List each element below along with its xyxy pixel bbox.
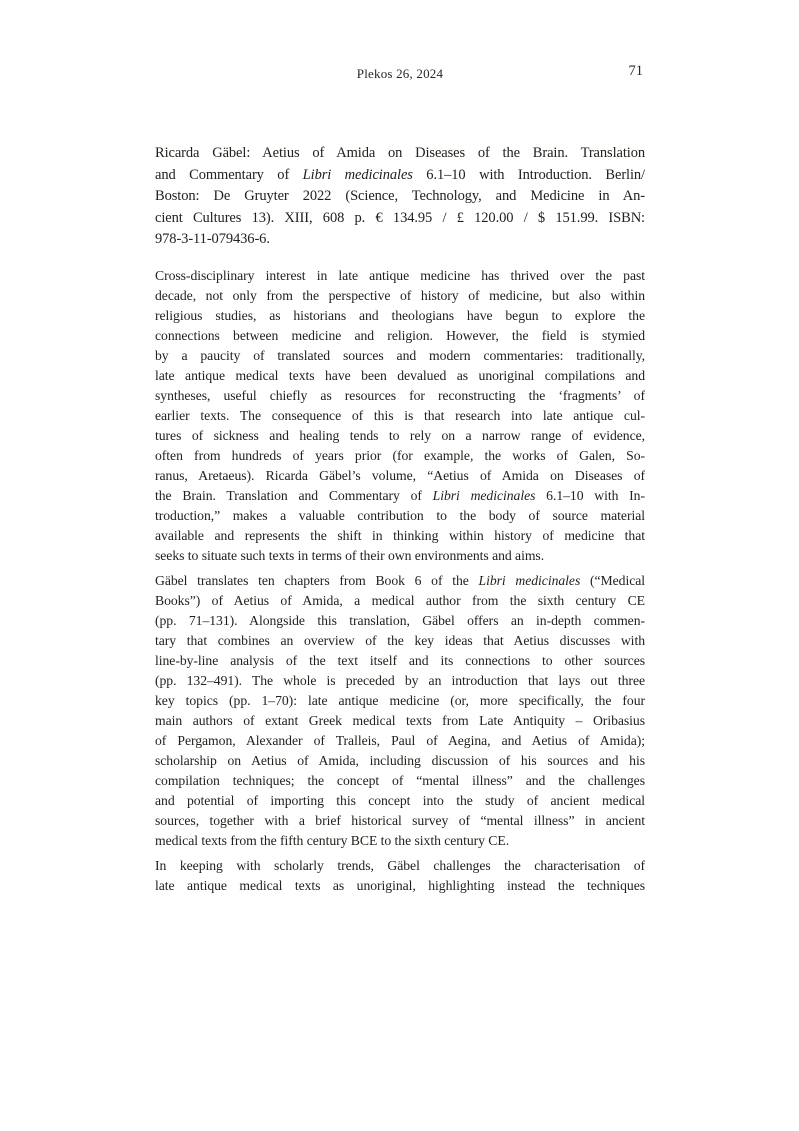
text-line xyxy=(155,468,645,488)
text-line xyxy=(155,268,645,288)
italic-text-segment: Libri medicinales xyxy=(432,487,536,503)
review-paragraph-1 xyxy=(155,268,645,568)
text-segment: seeks to situate such texts in terms of their own environments and aims. xyxy=(155,547,545,563)
text-segment: often from hundreds of years prior (for example, the works of Galen, So- xyxy=(155,447,645,463)
text-line xyxy=(155,878,645,898)
text-segment: earlier texts. The consequence of this is that research into late antique cul- xyxy=(155,407,645,423)
text-segment: troduction,” makes a valuable contribution to the body of source material xyxy=(155,507,645,523)
text-line xyxy=(155,508,645,528)
text-line xyxy=(155,328,645,348)
text-line xyxy=(155,388,645,408)
text-line xyxy=(155,308,645,328)
review-paragraph-3 xyxy=(155,858,645,898)
text-line xyxy=(155,653,645,673)
text-line xyxy=(155,833,645,853)
text-segment: the Brain. Translation and Commentary of xyxy=(155,487,433,503)
running-head: Plekos 26, 2024 xyxy=(356,66,444,81)
text-segment: tures of sickness and healing tends to rely on a narrow range of evidence, xyxy=(155,427,645,443)
text-segment: connections between medicine and religion. However, the field is stymied xyxy=(155,327,645,343)
text-segment: key topics (pp. 1–70): late antique medicine (or, more specifically, the four xyxy=(155,692,645,708)
text-line xyxy=(155,145,645,167)
text-segment: cient Cultures 13). XIII, 608 p. € 134.95 / £ 120.00 / $ 151.99. ISBN: xyxy=(155,209,645,226)
text-segment: decade, not only from the perspective of history of medicine, but also within xyxy=(155,287,645,303)
text-segment: syntheses, useful chiefly as resources for reconstructing the ‘fragments’ of xyxy=(155,387,645,403)
text-line xyxy=(155,488,645,508)
text-segment: (“Medical xyxy=(580,572,645,588)
page-number: 71 xyxy=(628,63,643,79)
text-segment: Gäbel translates ten chapters from Book 6 of the xyxy=(155,572,479,588)
text-segment: Boston: De Gruyter 2022 (Science, Technology, and Medicine in An- xyxy=(155,188,645,204)
italic-text-segment: Libri medicinales xyxy=(478,572,581,588)
text-segment: main authors of extant Greek medical texts from Late Antiquity – Oribasius xyxy=(155,712,645,728)
text-segment: (pp. 71–131). Alongside this translation, Gäbel offers an in-depth commen- xyxy=(155,612,645,628)
text-segment: 6.1–10 with Introduction. Berlin/ xyxy=(412,166,645,183)
text-line xyxy=(155,713,645,733)
text-line xyxy=(155,773,645,793)
text-segment: 6.1–10 with In- xyxy=(535,487,645,503)
text-segment: In keeping with scholarly trends, Gäbel challenges the characterisation of xyxy=(155,857,645,873)
text-segment: Ricarda Gäbel: Aetius of Amida on Diseases of the Brain. Translation xyxy=(155,145,645,161)
text-line xyxy=(155,858,645,878)
text-segment: available and represents the shift in thinking within history of medicine that xyxy=(155,527,645,543)
text-line xyxy=(155,633,645,653)
text-line xyxy=(155,448,645,468)
text-line xyxy=(155,813,645,833)
text-line xyxy=(155,288,645,308)
text-segment: scholarship on Aetius of Amida, including discussion of his sources and his xyxy=(155,752,645,768)
text-line xyxy=(155,528,645,548)
text-column xyxy=(155,145,645,903)
text-line xyxy=(155,733,645,753)
text-segment: tary that combines an overview of the key ideas that Aetius discusses with xyxy=(155,632,645,648)
text-line xyxy=(155,613,645,633)
page-header xyxy=(155,63,645,83)
text-line xyxy=(155,673,645,693)
text-line xyxy=(155,188,645,210)
text-segment: sources, together with a brief historical survey of “mental illness” in ancient xyxy=(155,812,645,828)
text-segment: ranus, Aretaeus). Ricarda Gäbel’s volume, “Aetius of Amida on Diseases of xyxy=(155,467,645,483)
text-line xyxy=(155,428,645,448)
book-citation xyxy=(155,145,645,253)
text-line xyxy=(155,693,645,713)
text-line xyxy=(155,348,645,368)
text-line xyxy=(155,593,645,613)
text-line xyxy=(155,408,645,428)
text-segment: by a paucity of translated sources and modern commentaries: traditionally, xyxy=(155,347,645,363)
text-segment: late antique medical texts as unoriginal, highlighting instead the techniques xyxy=(155,877,645,893)
italic-text-segment: Libri medicinales xyxy=(302,166,413,183)
text-line xyxy=(155,210,645,232)
text-line xyxy=(155,231,645,253)
text-segment: compilation techniques; the concept of “mental illness” and the challenges xyxy=(155,772,645,788)
text-segment: medical texts from the fifth century BCE to the sixth century CE. xyxy=(155,832,510,848)
text-segment: and potential of importing this concept into the study of ancient medical xyxy=(155,792,645,808)
text-line xyxy=(155,548,645,568)
text-line xyxy=(155,753,645,773)
text-segment: late antique medical texts have been devalued as unoriginal compilations and xyxy=(155,367,645,383)
text-line xyxy=(155,167,645,189)
text-segment: religious studies, as historians and theologians have begun to explore the xyxy=(155,307,645,323)
review-paragraph-2 xyxy=(155,573,645,853)
text-segment: 978-3-11-079436-6. xyxy=(155,231,270,247)
text-segment: Books”) of Aetius of Amida, a medical author from the sixth century CE xyxy=(155,592,645,608)
text-segment: (pp. 132–491). The whole is preceded by an introduction that lays out three xyxy=(155,672,645,688)
text-segment: line-by-line analysis of the text itself and its connections to other sources xyxy=(155,652,645,668)
text-line xyxy=(155,368,645,388)
text-line xyxy=(155,793,645,813)
text-segment: and Commentary of xyxy=(155,166,303,183)
text-segment: Cross-disciplinary interest in late antique medicine has thrived over the past xyxy=(155,267,645,283)
text-line xyxy=(155,573,645,593)
text-segment: of Pergamon, Alexander of Tralleis, Paul of Aegina, and Aetius of Amida); xyxy=(155,732,645,748)
